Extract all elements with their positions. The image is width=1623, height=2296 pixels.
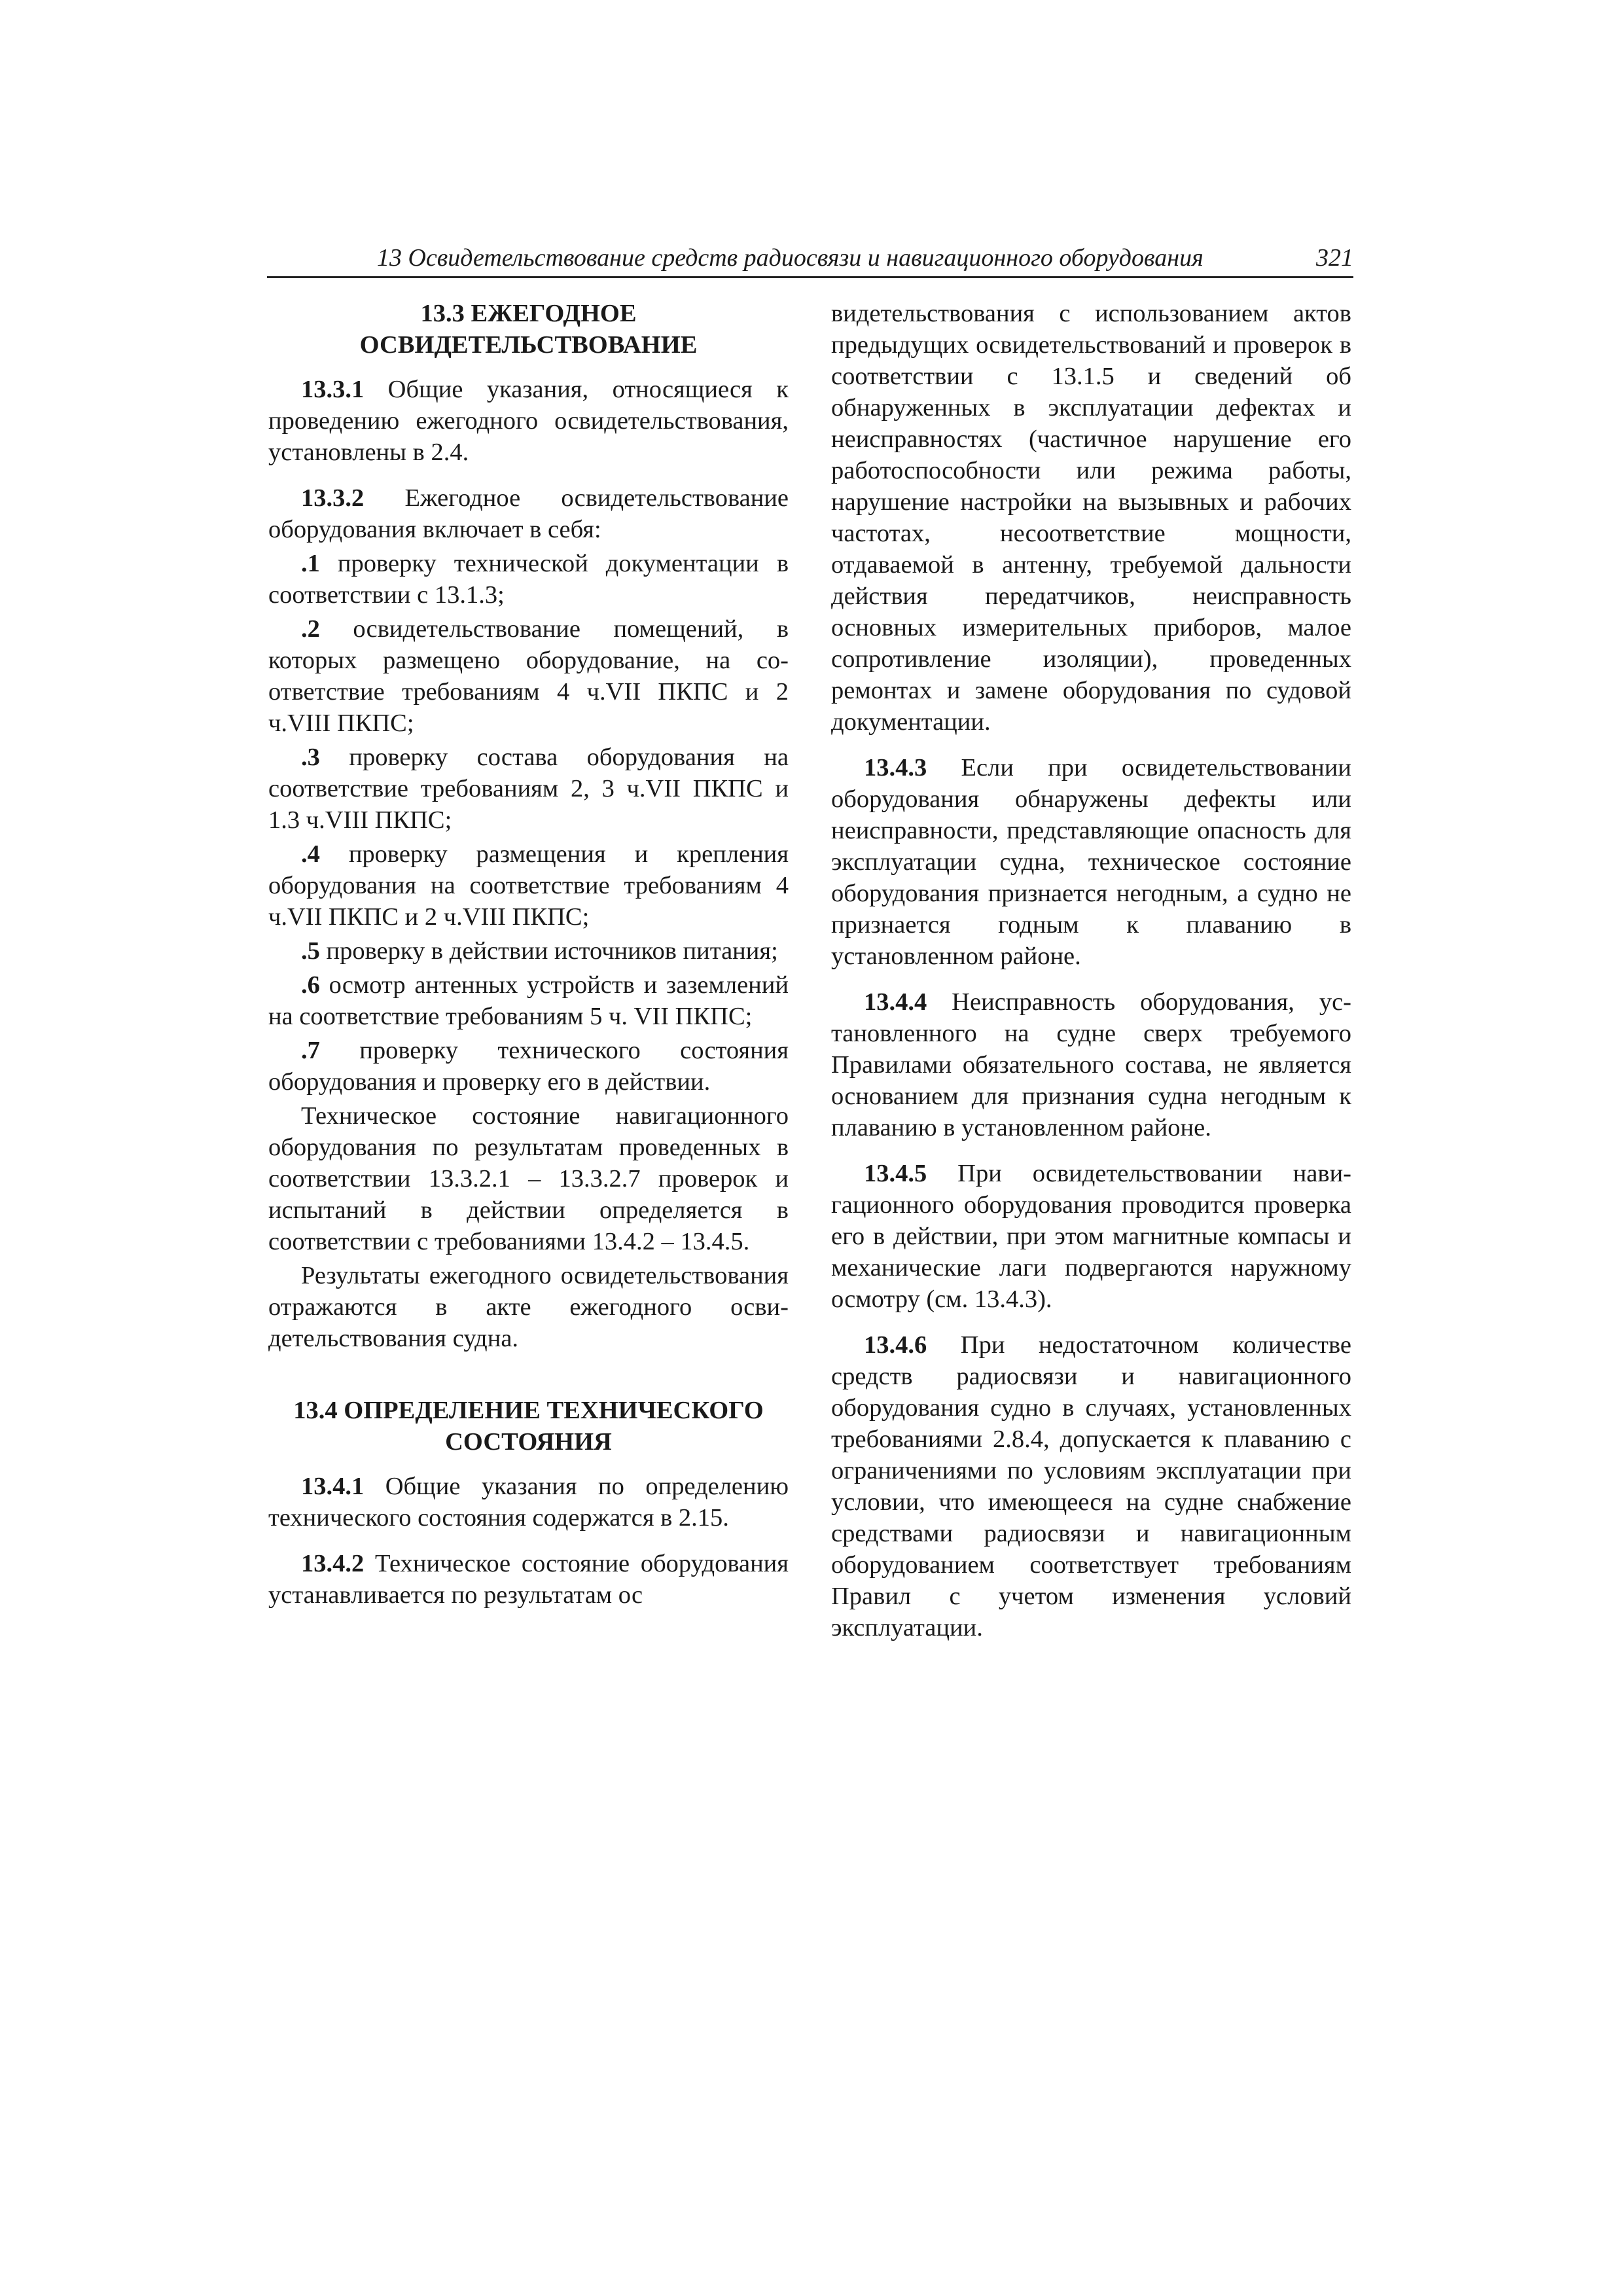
heading-line: 13.4 ОПРЕДЕЛЕНИЕ ТЕХНИЧЕСКОГО <box>293 1397 764 1424</box>
item-number: .1 <box>301 550 320 577</box>
list-item-7 <box>268 1035 789 1098</box>
item-text: проверку технического состояния оборудования и проверку его в действии. <box>268 1037 789 1096</box>
item-text: проверку технической документации в соответствии с 13.1.3; <box>268 550 789 609</box>
item-number: .2 <box>301 615 320 643</box>
left-column <box>268 298 789 1625</box>
heading-line: СОСТОЯНИЯ <box>445 1428 612 1456</box>
page-number: 321 <box>1316 244 1353 272</box>
item-number: .4 <box>301 840 320 868</box>
paragraph-13-3-2 <box>268 482 789 545</box>
clause-number: 13.3.2 <box>301 484 365 512</box>
list-item-6 <box>268 969 789 1032</box>
paragraph-13-4-5 <box>831 1158 1351 1315</box>
running-header-title: 13 Освидетельствование средств радиосвязи и навигационного оборудования <box>377 244 1204 272</box>
paragraph-13-4-2 <box>268 1548 789 1611</box>
clause-number: 13.4.1 <box>301 1473 365 1500</box>
clause-number: 13.4.5 <box>864 1160 927 1187</box>
item-number: .7 <box>301 1037 320 1064</box>
right-column <box>831 298 1351 1658</box>
list-item-3 <box>268 742 789 836</box>
list-item-4 <box>268 838 789 933</box>
clause-number: 13.4.6 <box>864 1331 927 1359</box>
page-header <box>267 242 1353 278</box>
clause-number: 13.4.3 <box>864 754 927 781</box>
item-text: проверку размещения и крепления оборудования на соответствие требованиям 4 ч.VII ПКПС и 2 ч.VIII ПКПС; <box>268 840 789 931</box>
item-text: проверку в действии источников питания; <box>319 937 778 965</box>
heading-line: 13.3 ЕЖЕГОДНОЕ <box>420 300 637 327</box>
paragraph-13-4-3 <box>831 752 1351 972</box>
clause-text: Если при освидетельствовании оборудования обнаружены дефекты или неисправности, представляющие опасность для эксплуатации судна, техническое состояние оборудования признается негодным, а судно не признается годным к плаванию в установленном районе. <box>831 754 1351 970</box>
list-item-2 <box>268 613 789 739</box>
paragraph-13-3-1 <box>268 374 789 468</box>
item-text: освидетельствование помещений, в которых размещено оборудование, на соответствие требованиям 4 ч.VII ПКПС и 2 ч.VIII ПКПС; <box>268 615 789 737</box>
item-number: .3 <box>301 744 320 771</box>
list-item-1 <box>268 548 789 611</box>
clause-text: Общие указания, относящиеся к проведению ежегодного освидетельствования, установлены в 2.4. <box>268 376 789 466</box>
section-heading-13-3 <box>268 298 789 361</box>
paragraph-technical-state: Техническое состояние навигационного оборудования по результатам проведенных в соответствии 13.3.2.1 – 13.3.2.7 проверок и испытаний в действии определяется в соответствии с требованиями 13.4.2 – 13.4.5. <box>268 1102 789 1255</box>
clause-text: Неисправность оборудования, установленного на судне сверх требуемого Правилами обязательного состава, не является основанием для признания судна негодным к плаванию в установленном районе. <box>831 988 1351 1141</box>
paragraph-13-4-6 <box>831 1329 1351 1643</box>
clause-text: При недостаточном количестве средств радиосвязи и навигационного оборудования судно в случаях, установленных требованиями 2.8.4, допускается к плаванию с ограничениями по условиям эксплуатации при условии, что имеющееся на судне снабжение средствами радиосвязи и навигационным оборудованием соответствует требованиям Правил с учетом изменения условий эксплуатации. <box>831 1331 1351 1641</box>
clause-text: Техническое состояние оборудования устанавливается по результатам ос <box>268 1550 789 1609</box>
clause-number: 13.4.2 <box>301 1550 365 1577</box>
heading-line: ОСВИДЕТЕЛЬСТВОВАНИЕ <box>359 331 698 359</box>
section-heading-13-4 <box>268 1395 789 1458</box>
paragraph-13-4-2-continued: видетельствования с использованием актов предыдущих освидетельствований и проверок в соответствии с 13.1.5 и сведений об обнаруженных в эксплуатации дефектах и неисправностях (частичное нарушение его работоспособности или режима работы, нарушение настройки на вызывных и рабочих частотах, несоответствие мощности, отдаваемой в антенну, требуемой дальности действия передатчиков, неисправность основных измерительных приборов, малое сопротивление изоляции), проведенных ремонтах и замене оборудования по судовой документации. <box>831 300 1351 736</box>
item-number: .6 <box>301 971 320 999</box>
clause-text: Общие указания по определению технического состояния содержатся в 2.15. <box>268 1473 789 1532</box>
paragraph-13-4-4 <box>831 986 1351 1143</box>
clause-text: Ежегодное освидетельствование оборудования включает в себя: <box>268 484 789 543</box>
clause-number: 13.3.1 <box>301 376 365 403</box>
item-number: .5 <box>301 937 320 965</box>
item-text: проверку состава оборудования на соответствие требованиям 2, 3 ч.VII ПКПС и 1.3 ч.VIII ПКПС; <box>268 744 789 834</box>
paragraph-results: Результаты ежегодного освидетельствования отражаются в акте ежегодного освидетельствования судна. <box>268 1262 789 1352</box>
list-item-5 <box>268 935 789 967</box>
clause-text: При освидетельствовании навигационного оборудования проводится проверка его в действии, при этом магнитные компасы и механические лаги подвергаются наружному осмотру (см. 13.4.3). <box>831 1160 1351 1313</box>
item-text: осмотр антенных устройств и заземлений на соответствие требованиям 5 ч. VII ПКПС; <box>268 971 789 1030</box>
paragraph-13-4-1 <box>268 1471 789 1534</box>
clause-number: 13.4.4 <box>864 988 927 1016</box>
